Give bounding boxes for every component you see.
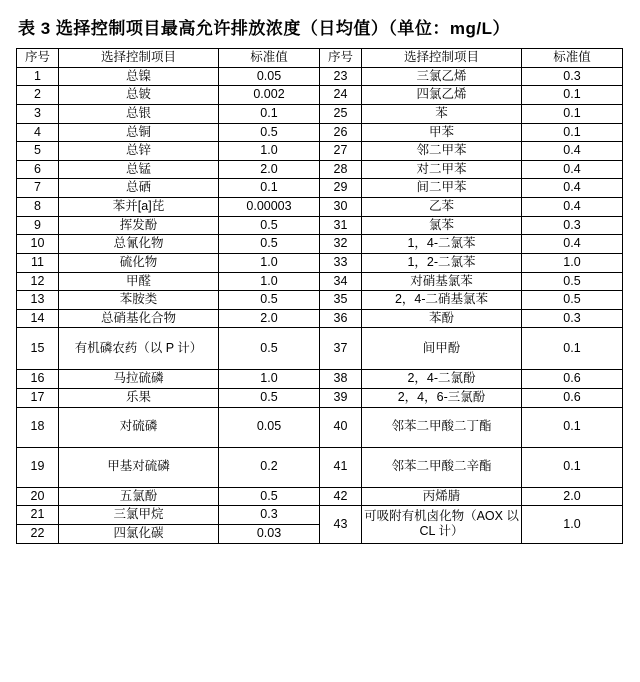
cell-no-left: 17 — [17, 389, 59, 408]
cell-no-left: 21 — [17, 506, 59, 525]
cell-no-right: 39 — [320, 389, 362, 408]
cell-value-right: 2.0 — [522, 487, 623, 506]
table-row — [17, 253, 623, 272]
cell-no-right: 33 — [320, 253, 362, 272]
cell-no-left: 16 — [17, 370, 59, 389]
cell-item-left: 三氯甲烷 — [59, 506, 219, 525]
cell-value-right: 1.0 — [522, 506, 623, 543]
cell-value-right: 0.5 — [522, 291, 623, 310]
cell-no-left: 2 — [17, 86, 59, 105]
table-body — [17, 67, 623, 543]
cell-value-left: 0.5 — [219, 328, 320, 370]
cell-value-right: 0.4 — [522, 179, 623, 198]
cell-no-left: 14 — [17, 309, 59, 328]
cell-no-right: 25 — [320, 104, 362, 123]
table-row — [17, 291, 623, 310]
cell-item-right: 间甲酚 — [362, 328, 522, 370]
cell-item-right: 2，4，6-三氯酚 — [362, 389, 522, 408]
cell-item-left: 总镍 — [59, 67, 219, 86]
column-header-value-right: 标准值 — [522, 49, 623, 68]
cell-item-left: 乐果 — [59, 389, 219, 408]
cell-value-right: 0.1 — [522, 86, 623, 105]
table-row — [17, 309, 623, 328]
cell-value-left: 0.5 — [219, 216, 320, 235]
table-row — [17, 67, 623, 86]
cell-no-right: 42 — [320, 487, 362, 506]
cell-no-left: 15 — [17, 328, 59, 370]
cell-no-right: 32 — [320, 235, 362, 254]
cell-item-right: 乙苯 — [362, 198, 522, 217]
cell-value-left: 1.0 — [219, 272, 320, 291]
cell-value-left: 1.0 — [219, 253, 320, 272]
cell-item-right: 邻苯二甲酸二丁酯 — [362, 407, 522, 447]
table-row — [17, 104, 623, 123]
cell-no-left: 12 — [17, 272, 59, 291]
cell-value-left: 0.5 — [219, 235, 320, 254]
cell-item-right: 邻苯二甲酸二辛酯 — [362, 447, 522, 487]
cell-item-left: 五氯酚 — [59, 487, 219, 506]
cell-item-right: 丙烯腈 — [362, 487, 522, 506]
cell-item-left: 硫化物 — [59, 253, 219, 272]
table-row — [17, 198, 623, 217]
cell-no-left: 22 — [17, 524, 59, 543]
cell-value-left: 0.1 — [219, 104, 320, 123]
cell-item-right: 三氯乙烯 — [362, 67, 522, 86]
cell-value-left: 0.00003 — [219, 198, 320, 217]
cell-no-left: 20 — [17, 487, 59, 506]
cell-item-left: 四氯化碳 — [59, 524, 219, 543]
cell-no-right: 36 — [320, 309, 362, 328]
cell-no-right: 35 — [320, 291, 362, 310]
cell-item-left: 总锌 — [59, 142, 219, 161]
cell-no-right: 26 — [320, 123, 362, 142]
cell-no-right: 41 — [320, 447, 362, 487]
table-row — [17, 123, 623, 142]
cell-value-right: 0.1 — [522, 123, 623, 142]
table-row — [17, 447, 623, 487]
cell-item-right: 氯苯 — [362, 216, 522, 235]
cell-no-left: 6 — [17, 160, 59, 179]
cell-value-left: 0.03 — [219, 524, 320, 543]
cell-item-left: 总铜 — [59, 123, 219, 142]
cell-no-right: 37 — [320, 328, 362, 370]
cell-value-right: 1.0 — [522, 253, 623, 272]
cell-no-left: 19 — [17, 447, 59, 487]
cell-value-right: 0.1 — [522, 407, 623, 447]
cell-value-right: 0.6 — [522, 389, 623, 408]
cell-item-right: 四氯乙烯 — [362, 86, 522, 105]
cell-no-right: 27 — [320, 142, 362, 161]
cell-no-right: 24 — [320, 86, 362, 105]
pollutant-limits-table — [16, 48, 623, 544]
cell-item-left: 马拉硫磷 — [59, 370, 219, 389]
table-row — [17, 389, 623, 408]
cell-value-right: 0.3 — [522, 309, 623, 328]
table-row — [17, 506, 623, 525]
cell-value-left: 1.0 — [219, 370, 320, 389]
cell-no-right: 43 — [320, 506, 362, 543]
cell-item-left: 苯胺类 — [59, 291, 219, 310]
cell-value-left: 0.05 — [219, 407, 320, 447]
cell-item-left: 总硒 — [59, 179, 219, 198]
cell-no-left: 18 — [17, 407, 59, 447]
cell-value-right: 0.3 — [522, 67, 623, 86]
cell-value-left: 2.0 — [219, 160, 320, 179]
table-row — [17, 272, 623, 291]
cell-item-right: 1，2-二氯苯 — [362, 253, 522, 272]
cell-no-left: 11 — [17, 253, 59, 272]
table-row — [17, 407, 623, 447]
cell-item-right: 对二甲苯 — [362, 160, 522, 179]
table-row — [17, 216, 623, 235]
cell-value-right: 0.4 — [522, 198, 623, 217]
cell-value-left: 0.5 — [219, 389, 320, 408]
cell-no-left: 10 — [17, 235, 59, 254]
table-row — [17, 179, 623, 198]
cell-value-left: 0.5 — [219, 487, 320, 506]
cell-value-left: 0.002 — [219, 86, 320, 105]
cell-item-left: 苯并[a]芘 — [59, 198, 219, 217]
cell-value-right: 0.4 — [522, 142, 623, 161]
cell-item-left: 总锰 — [59, 160, 219, 179]
cell-no-left: 9 — [17, 216, 59, 235]
cell-value-right: 0.1 — [522, 447, 623, 487]
cell-no-left: 13 — [17, 291, 59, 310]
cell-value-right: 0.1 — [522, 104, 623, 123]
cell-value-left: 0.5 — [219, 291, 320, 310]
cell-value-left: 0.1 — [219, 179, 320, 198]
cell-value-left: 0.5 — [219, 123, 320, 142]
cell-no-right: 30 — [320, 198, 362, 217]
cell-item-left: 总银 — [59, 104, 219, 123]
cell-item-left: 甲醛 — [59, 272, 219, 291]
table-header-row — [17, 49, 623, 68]
cell-value-left: 0.05 — [219, 67, 320, 86]
cell-item-left: 总氰化物 — [59, 235, 219, 254]
cell-value-right: 0.4 — [522, 235, 623, 254]
cell-value-left: 0.2 — [219, 447, 320, 487]
table-row — [17, 487, 623, 506]
cell-item-right: 甲苯 — [362, 123, 522, 142]
cell-no-left: 4 — [17, 123, 59, 142]
cell-value-right: 0.5 — [522, 272, 623, 291]
cell-item-right: 2，4-二氯酚 — [362, 370, 522, 389]
cell-value-left: 2.0 — [219, 309, 320, 328]
cell-value-right: 0.3 — [522, 216, 623, 235]
cell-no-right: 40 — [320, 407, 362, 447]
cell-item-left: 挥发酚 — [59, 216, 219, 235]
table-row — [17, 370, 623, 389]
column-header-value-left: 标准值 — [219, 49, 320, 68]
page-title: 表 3 选择控制项目最高允许排放浓度（日均值）（单位：mg/L） — [18, 19, 511, 38]
cell-no-left: 5 — [17, 142, 59, 161]
cell-item-right: 可吸附有机卤化物（AOX 以 CL 计） — [362, 506, 522, 543]
cell-no-right: 38 — [320, 370, 362, 389]
cell-value-left: 1.0 — [219, 142, 320, 161]
cell-item-right: 2，4-二硝基氯苯 — [362, 291, 522, 310]
column-header-no-left: 序号 — [17, 49, 59, 68]
column-header-item-left: 选择控制项目 — [59, 49, 219, 68]
cell-item-left: 总硝基化合物 — [59, 309, 219, 328]
cell-item-right: 苯酚 — [362, 309, 522, 328]
table-row — [17, 86, 623, 105]
cell-item-right: 间二甲苯 — [362, 179, 522, 198]
column-header-item-right: 选择控制项目 — [362, 49, 522, 68]
table-row — [17, 328, 623, 370]
cell-value-left: 0.3 — [219, 506, 320, 525]
table-row — [17, 160, 623, 179]
cell-value-right: 0.1 — [522, 328, 623, 370]
cell-item-left: 有机磷农药（以 P 计） — [59, 328, 219, 370]
cell-no-left: 3 — [17, 104, 59, 123]
cell-no-left: 1 — [17, 67, 59, 86]
cell-no-right: 23 — [320, 67, 362, 86]
cell-item-right: 苯 — [362, 104, 522, 123]
cell-value-right: 0.4 — [522, 160, 623, 179]
table-row — [17, 142, 623, 161]
cell-item-right: 邻二甲苯 — [362, 142, 522, 161]
cell-item-right: 对硝基氯苯 — [362, 272, 522, 291]
cell-item-left: 甲基对硫磷 — [59, 447, 219, 487]
cell-no-right: 34 — [320, 272, 362, 291]
cell-value-right: 0.6 — [522, 370, 623, 389]
cell-no-left: 7 — [17, 179, 59, 198]
cell-no-right: 29 — [320, 179, 362, 198]
cell-item-left: 总铍 — [59, 86, 219, 105]
cell-no-right: 28 — [320, 160, 362, 179]
table-row — [17, 235, 623, 254]
cell-no-left: 8 — [17, 198, 59, 217]
cell-item-right: 1，4-二氯苯 — [362, 235, 522, 254]
column-header-no-right: 序号 — [320, 49, 362, 68]
cell-item-left: 对硫磷 — [59, 407, 219, 447]
cell-no-right: 31 — [320, 216, 362, 235]
